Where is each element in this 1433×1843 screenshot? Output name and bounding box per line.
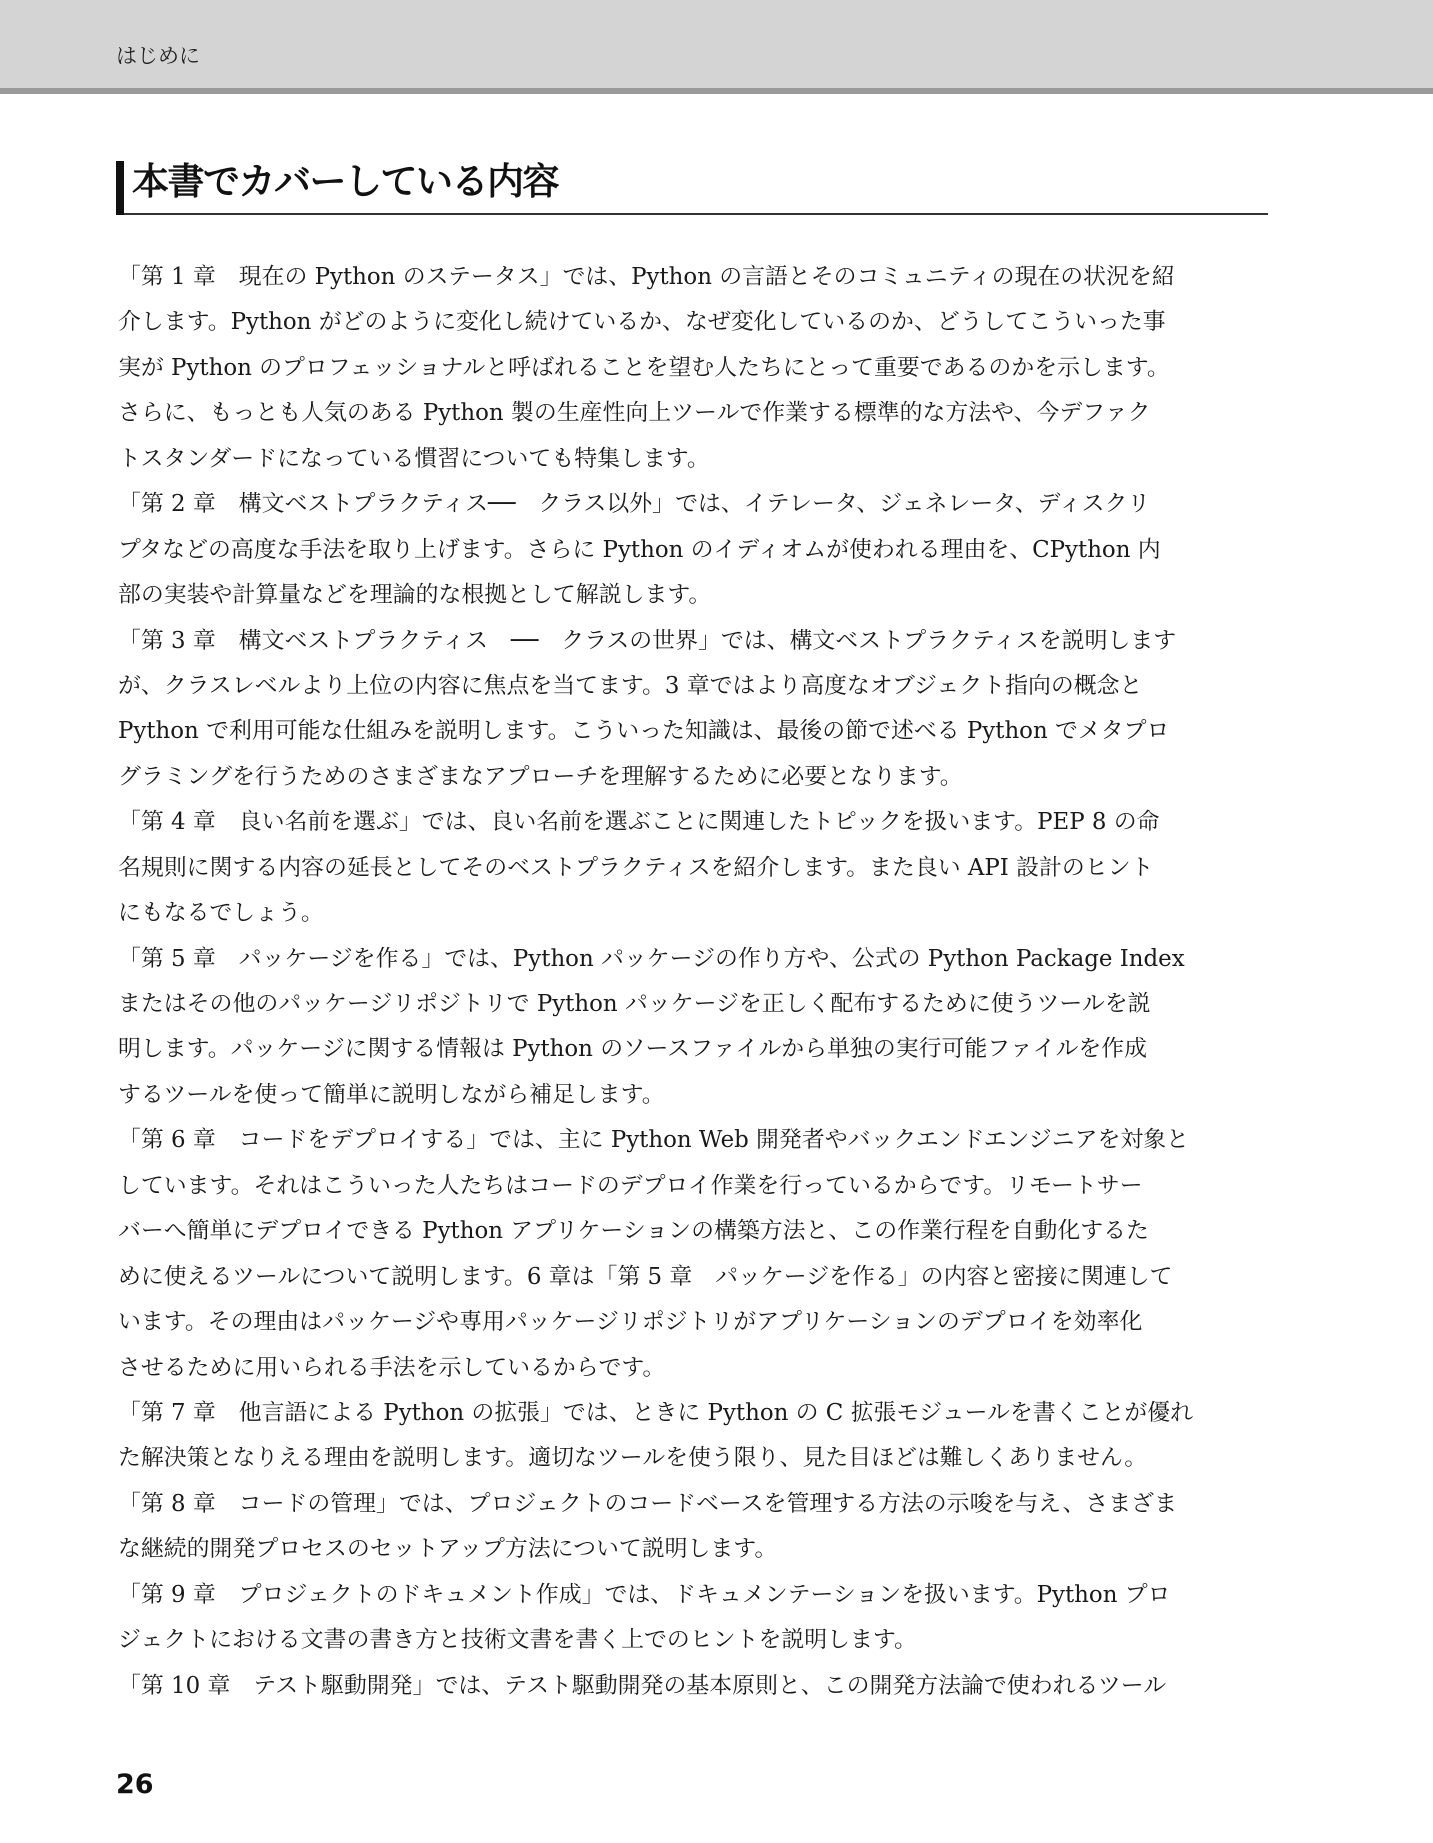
text-line: さらに、もっとも人気のある Python 製の生産性向上ツールで作業する標準的な方法や、今デファク [118, 400, 1151, 427]
text-line: 「第 10 章 テスト駆動開発」では、テスト駆動開発の基本原則と、この開発方法論で使われるツール [118, 1672, 1167, 1699]
text-line: めに使えるツールについて説明します。6 章は「第 5 章 パッケージを作る」の内容と密接に関連して [118, 1263, 1173, 1290]
heading-accent-bar [116, 161, 124, 215]
text-line: 名規則に関する内容の延長としてそのベストプラクティスを紹介します。また良い API 設計のヒント [118, 854, 1154, 881]
text-line: 「第 3 章 構文ベストプラクティス ── クラスの世界」では、構文ベストプラクティスを説明します [118, 627, 1177, 654]
text-line: ジェクトにおける文書の書き方と技術文書を書く上でのヒントを説明します。 [118, 1627, 917, 1654]
text-line: プタなどの高度な手法を取り上げます。さらに Python のイディオムが使われる理由を、CPython 内 [118, 536, 1161, 563]
text-line: が、クラスレベルより上位の内容に焦点を当てます。3 章ではより高度なオブジェクト指向の概念と [118, 672, 1143, 699]
page-number: 26 [116, 1769, 154, 1800]
text-line: 「第 9 章 プロジェクトのドキュメント作成」では、ドキュメンテーションを扱います。Python プロ [118, 1581, 1171, 1608]
text-line: トスタンダードになっている慣習についても特集します。 [118, 445, 710, 472]
text-line: バーへ簡単にデプロイできる Python アプリケーションの構築方法と、この作業行程を自動化するた [118, 1218, 1149, 1245]
text-line: 「第 8 章 コードの管理」では、プロジェクトのコードベースを管理する方法の示唆を与え、さまざま [118, 1490, 1177, 1517]
text-line: 介します。Python がどのように変化し続けているか、なぜ変化しているのか、どうしてこういった事 [118, 309, 1166, 336]
running-header [0, 0, 1433, 94]
text-line: 「第 6 章 コードをデプロイする」では、主に Python Web 開発者やバックエンドエンジニアを対象と [118, 1127, 1190, 1154]
text-line: Python で利用可能な仕組みを説明します。こういった知識は、最後の節で述べる Python でメタプロ [118, 718, 1170, 745]
text-line: 明します。パッケージに関する情報は Python のソースファイルから単独の実行可能ファイルを作成 [118, 1036, 1148, 1063]
text-line: 「第 1 章 現在の Python のステータス」では、Python の言語とそのコミュニティの現在の状況を紹 [118, 264, 1175, 290]
text-line: グラミングを行うためのさまざまなアプローチを理解するために必要となります。 [118, 763, 963, 790]
text-line: 実が Python のプロフェッショナルと呼ばれることを望む人たちにとって重要であるのかを示します。 [118, 354, 1170, 381]
text-line: 「第 2 章 構文ベストプラクティス── クラス以外」では、イテレータ、ジェネレータ、ディスクリ [118, 491, 1151, 518]
text-line: 「第 5 章 パッケージを作る」では、Python パッケージの作り方や、公式の Python Package Index [118, 945, 1185, 972]
running-header-title: はじめに [116, 44, 200, 68]
section-heading [116, 157, 1268, 215]
text-line: 「第 4 章 良い名前を選ぶ」では、良い名前を選ぶことに関連したトピックを扱います。PEP 8 の命 [118, 809, 1160, 836]
text-line: います。その理由はパッケージや専用パッケージリポジトリがアプリケーションのデプロイを効率化 [118, 1309, 1143, 1336]
section-title: 本書でカバーしている内容 [132, 160, 558, 203]
text-line: 部の実装や計算量などを理論的な根拠として解説します。 [118, 582, 712, 609]
text-line: にもなるでしょう。 [118, 900, 324, 927]
text-line: な継続的開発プロセスのセットアップ方法について説明します。 [118, 1536, 778, 1563]
text-line: するツールを使って簡単に説明しながら補足します。 [118, 1081, 665, 1108]
text-line: 「第 7 章 他言語による Python の拡張」では、ときに Python の C 拡張モジュールを書くことが優れ [118, 1399, 1194, 1426]
body-text [118, 255, 1268, 1709]
text-line: させるために用いられる手法を示しているからです。 [118, 1354, 666, 1381]
text-line: またはその他のパッケージリポジトリで Python パッケージを正しく配布するために使うツールを説 [118, 991, 1151, 1017]
text-line: た解決策となりえる理由を説明します。適切なツールを使う限り、見た目ほどは難しくありません。 [118, 1445, 1148, 1472]
text-line: しています。それはこういった人たちはコードのデプロイ作業を行っているからです。リモートサー [118, 1172, 1143, 1199]
